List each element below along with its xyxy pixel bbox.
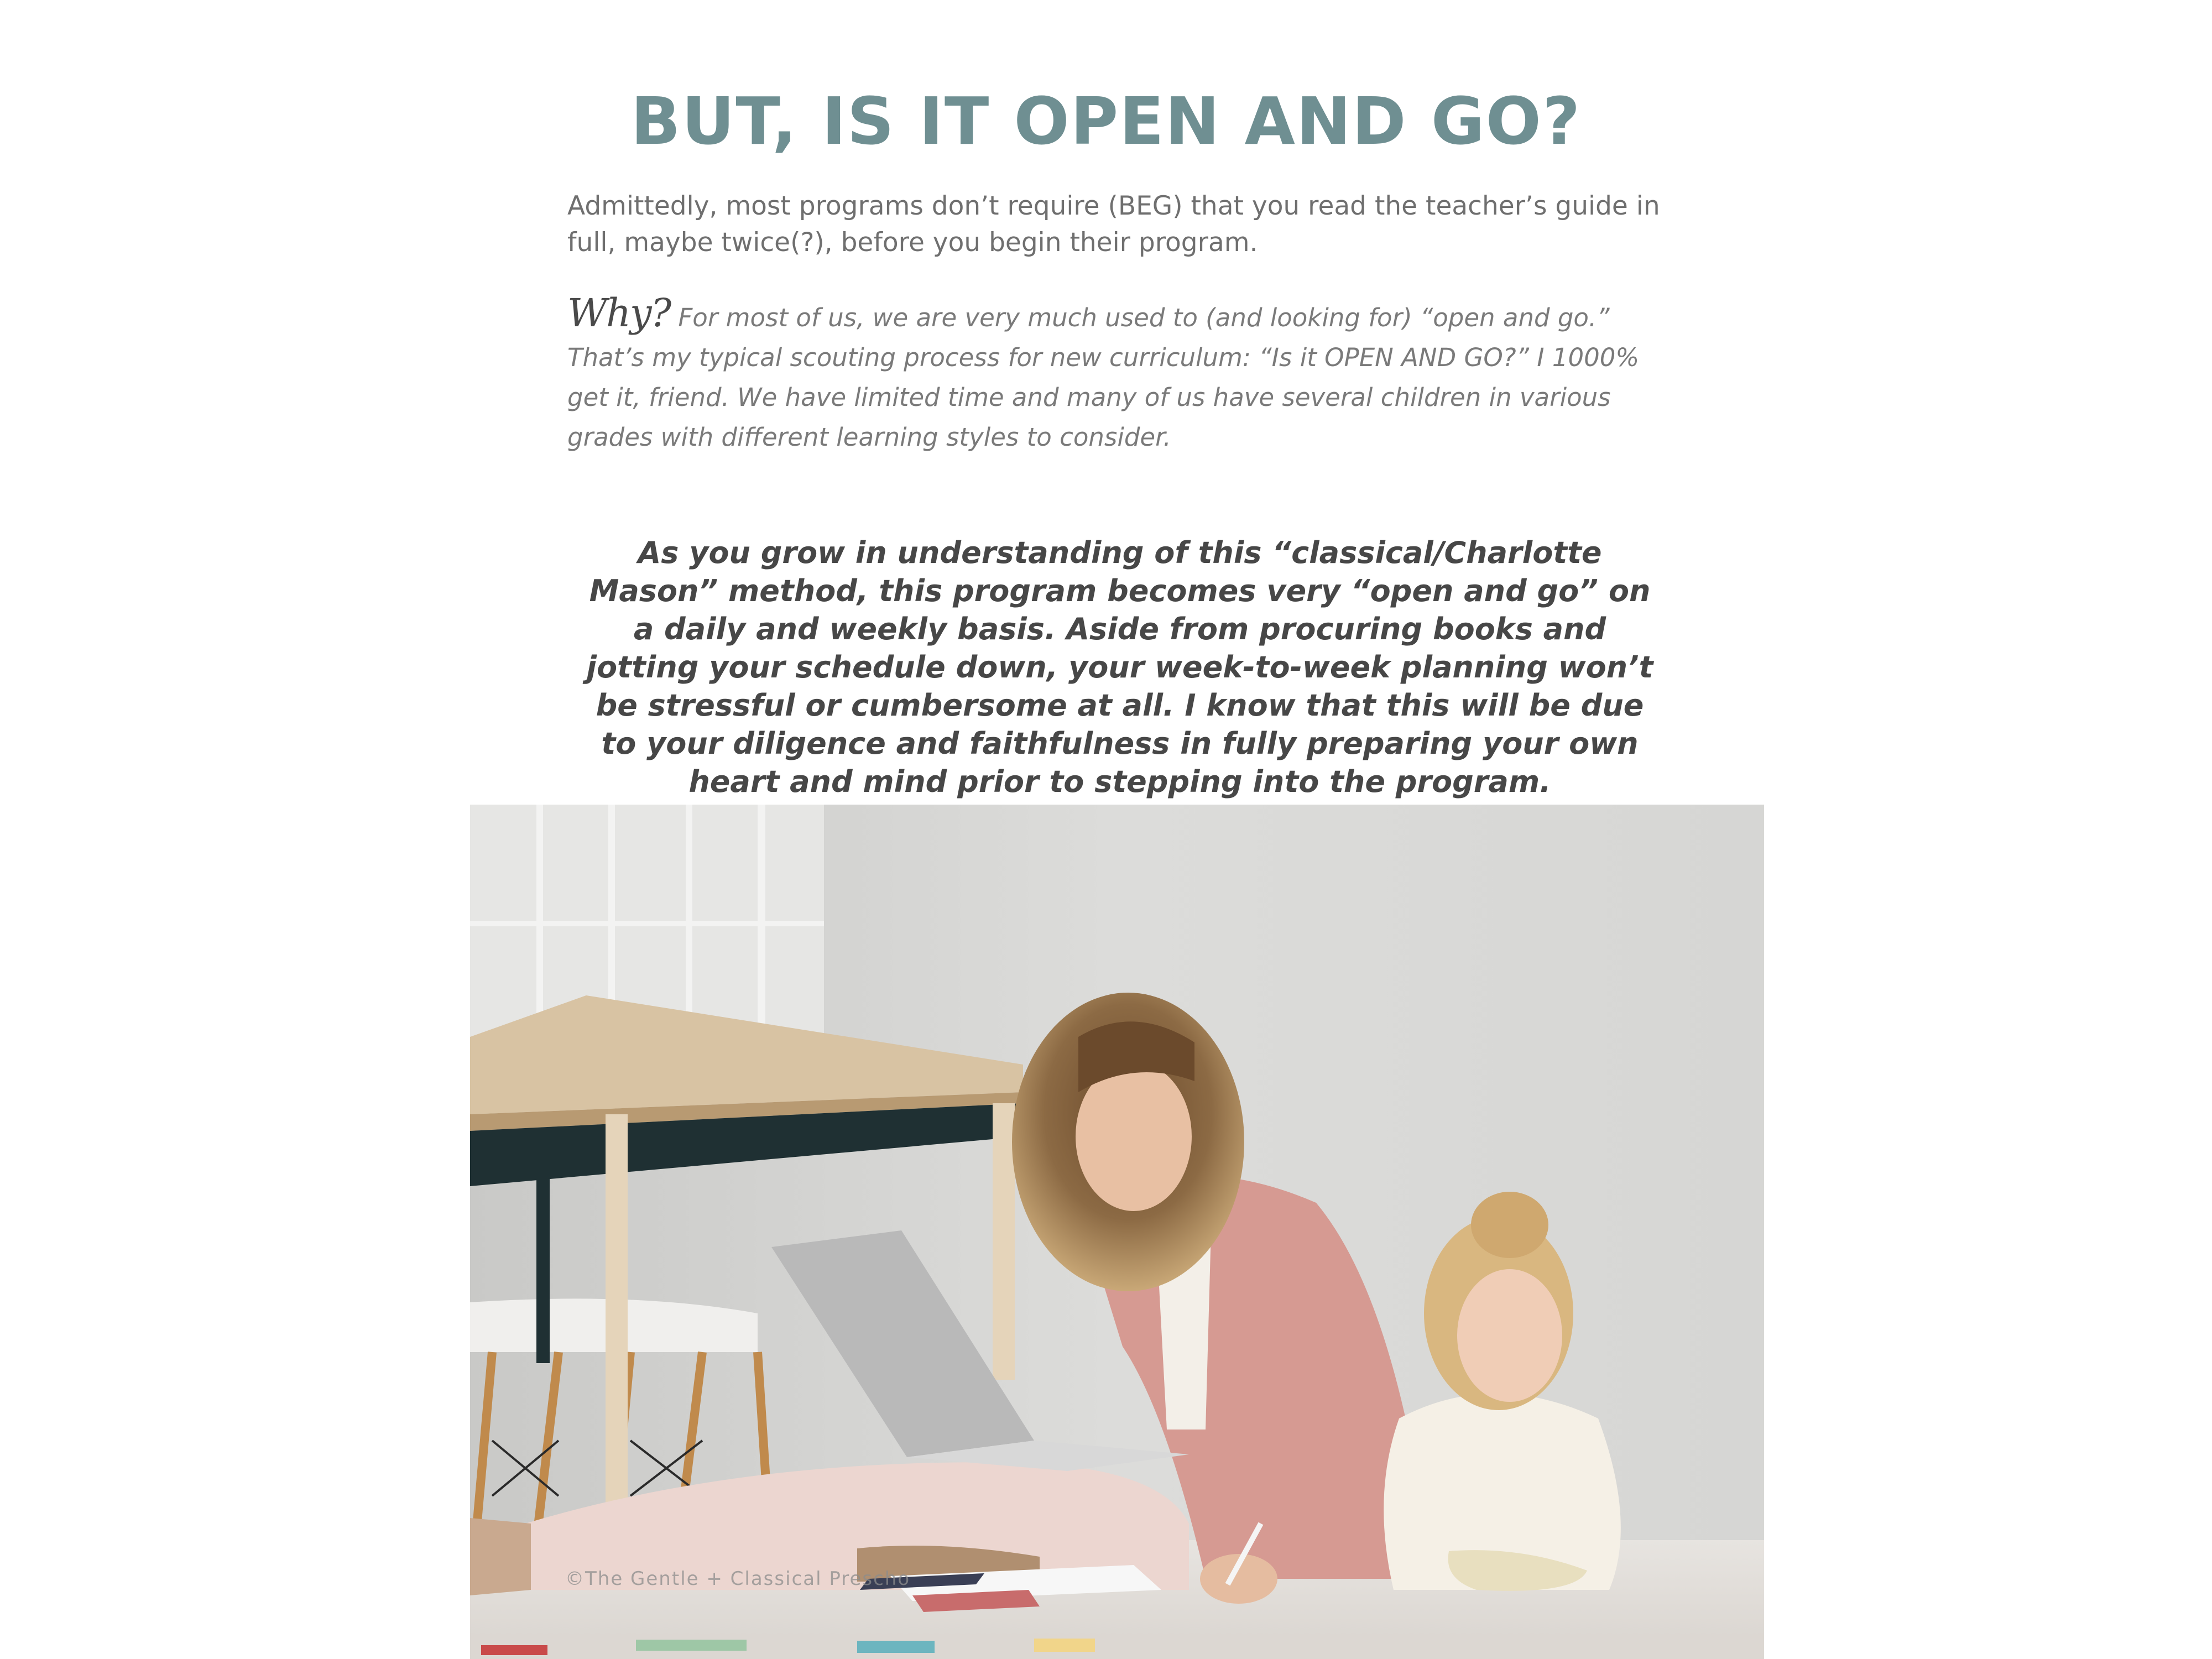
why-lead: Why? — [567, 290, 671, 336]
why-text: For most of us, we are very much used to (and looking for) “open and go.” That’s my typical scouting process for new curriculum: “Is it OPEN AND GO?” I 1000% get it, friend. We have limited time and many of us have several children in various grades with different learning styles to consider. — [567, 303, 1640, 452]
page-title: BUT, IS IT OPEN AND GO? — [630, 83, 1582, 159]
why-paragraph — [567, 290, 1684, 457]
intro-paragraph: Admittedly, most programs don’t require (BEG) that you read the teacher’s guide in full, maybe twice(?), before you begin their program. — [567, 191, 1660, 258]
mother-daughter-photo — [470, 805, 1764, 1659]
photo-watermark: ©The Gentle + Classical Prescho — [565, 1568, 911, 1590]
pull-quote: As you grow in understanding of this “classical/Charlotte Mason” method, this program becomes very “open and go” on a daily and weekly basis. Aside from procuring books and jotting your schedule down, your week-to-week planning won’t be stressful or cumbersome at all. I know that this will be due to your diligence and faithfulness in fully preparing your own heart and mind prior to stepping into the program. — [586, 535, 1653, 799]
